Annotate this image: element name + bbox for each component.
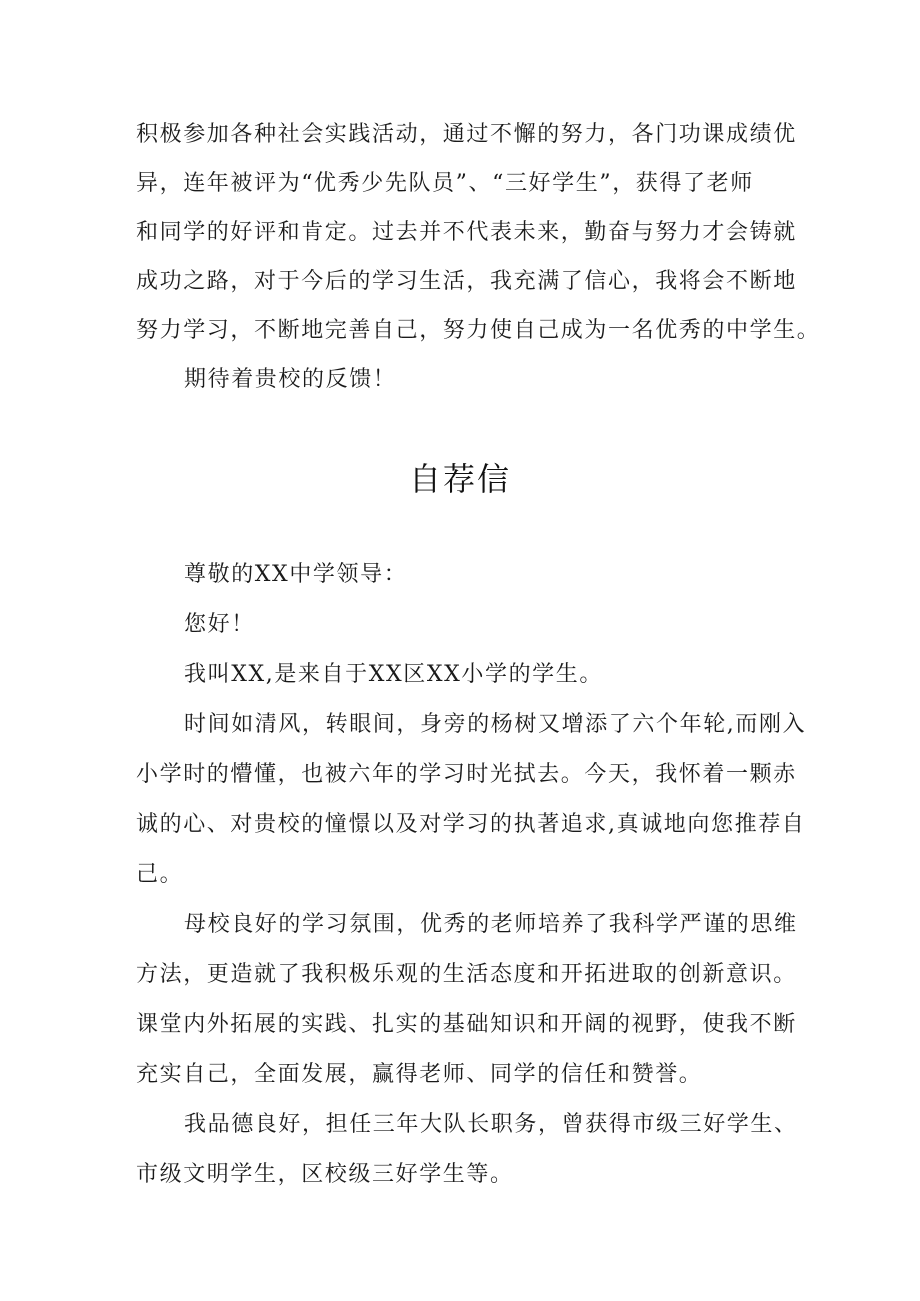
text-line: 市级文明学生，区校级三好学生等。 — [136, 1162, 514, 1187]
text-line: 和同学的好评和肯定。过去并不代表未来，勤奋与努力才会铸就 — [136, 220, 797, 245]
greeting: 您好！ — [184, 612, 255, 637]
text-line: 努力学习，不断地完善自己，努力使自己成为一名优秀的中学生。 — [136, 318, 821, 343]
previous-letter-ending — [136, 118, 821, 412]
text-line: 母校良好的学习氛围，优秀的老师培养了我科学严谨的思维 — [184, 912, 798, 937]
letter-title: 自荐信 — [408, 460, 511, 498]
closing-line: 期待着贵校的反馈！ — [184, 367, 397, 392]
text-line: 异，连年被评为“优秀少先队员”、“三好学生”，获得了老师 — [136, 171, 754, 196]
text-line: 成功之路，对于今后的学习生活，我充满了信心，我将会不断地 — [136, 269, 797, 294]
text-line: 我品德良好，担任三年大队长职务，曾获得市级三好学生、 — [184, 1112, 798, 1137]
text-line: 方法，更造就了我积极乐观的生活态度和开拓进取的创新意识。 — [136, 962, 797, 987]
text-line: 小学时的懵懂，也被六年的学习时光拭去。今天，我怀着一颗赤 — [136, 762, 797, 787]
text-line: 诚的心、对贵校的憧憬以及对学习的执著追求,真诚地向您推荐自 — [136, 812, 806, 837]
salutation: 尊敬的XX中学领导： — [184, 562, 408, 587]
text-line: 积极参加各种社会实践活动，通过不懈的努力，各门功课成绩优 — [136, 122, 797, 147]
text-line: 己。 — [136, 862, 184, 887]
text-line: 课堂内外拓展的实践、扎实的基础知识和开阔的视野，使我不断 — [136, 1012, 797, 1037]
introduction: 我叫XX,是来自于XX区XX小学的学生。 — [184, 662, 603, 687]
text-line: 时间如清风，转眼间，身旁的杨树又增添了六个年轮,而刚入 — [184, 712, 807, 737]
text-line: 充实自己，全面发展，赢得老师、同学的信任和赞誉。 — [136, 1062, 703, 1087]
letter-body — [136, 558, 807, 1208]
